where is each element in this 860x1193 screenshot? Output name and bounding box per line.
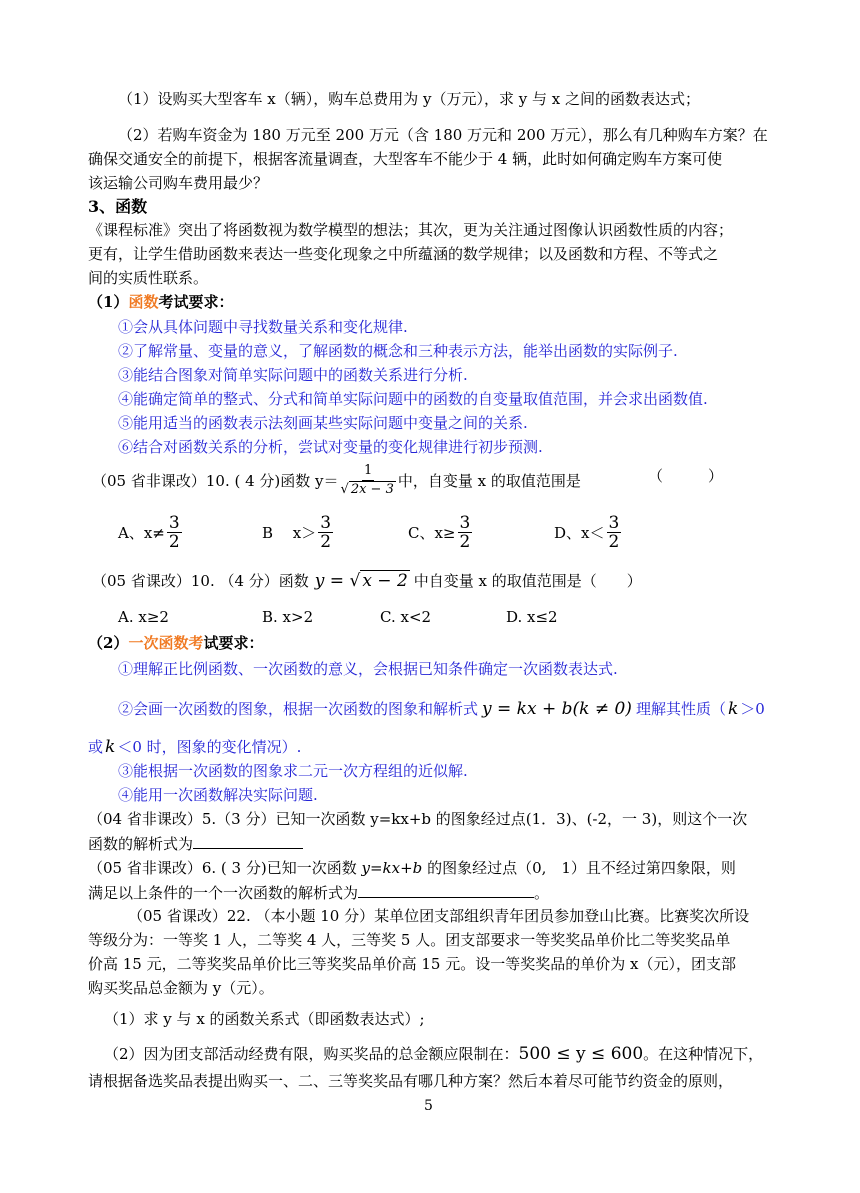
answer-paren: （ ） <box>648 467 724 485</box>
sqrt-icon: √ <box>340 482 349 497</box>
section-paragraph-line2: 更有，让学生借助函数来表达一些变化现象之中所蕴涵的数学规律；以及函数和方程、不等式之 <box>88 245 719 263</box>
option-a: A、x≠ $\frac{3}{2}$ <box>118 513 180 552</box>
requirement-item: ①理解正比例函数、一次函数的意义，会根据已知条件确定一次函数表达式. <box>118 660 618 678</box>
option-b: B x＞ $\frac{3}{2}$ <box>262 513 332 552</box>
sqrt-icon: √ <box>349 571 361 591</box>
option-c: C、x≥ $\frac{3}{2}$ <box>408 513 471 552</box>
fraction: $\frac{1}{√ 2x - 3}$ <box>340 463 394 497</box>
requirement-item: ⑥结合对函数关系的分析，尝试对变量的变化规律进行初步预测. <box>118 438 543 456</box>
requirements-1-heading: （1）函数考试要求： <box>88 293 234 311</box>
formula: y = √ x − 2 <box>314 571 408 591</box>
question-04-line2: 函数的解析式为 <box>88 832 303 855</box>
question-22-line4: 购买奖品总金额为 y（元）。 <box>88 979 274 997</box>
question-04-line1: （04 省非课改）5.（3 分）已知一次函数 y=kx+b 的图象经过点(1．3)、(-2，一 3)，则这个一次 <box>88 810 748 828</box>
option-d: D、x＜ $\frac{3}{2}$ <box>554 513 620 552</box>
requirement-item: ⑤能用适当的函数表示法刻画某些实际问题中变量之间的关系. <box>118 414 528 432</box>
fraction: $\frac{3}{2}$ <box>320 513 332 552</box>
question-22-sub2: （2）因为团支部活动经费有限，购买奖品的总金额应限制在： 500 ≤ y ≤ 600 。在这种情况下， <box>104 1044 764 1064</box>
fraction: $\frac{3}{2}$ <box>168 513 180 552</box>
question-22-sub1: （1）求 y 与 x 的函数关系式（即函数表达式）; <box>104 1010 425 1028</box>
requirement-item: ④能用一次函数解决实际问题. <box>118 786 318 804</box>
requirement-item: ①会从具体问题中寻找数量关系和变化规律. <box>118 318 408 336</box>
option-c: C. x<2 <box>380 608 432 626</box>
section-paragraph-line3: 间的实质性联系。 <box>88 269 209 287</box>
formula: 500 ≤ y ≤ 600 <box>518 1044 644 1064</box>
question-22-sub2-line2: 请根据备选奖品表提出购买一、二、三等奖奖品有哪几种方案？然后本着尽可能节约资金的原则， <box>88 1072 734 1090</box>
question-2-line2: 确保交通安全的前提下，根据客流量调查，大型客车不能少于 4 辆，此时如何确定购车方案可使 <box>88 150 723 168</box>
requirement-item: ②会画一次函数的图象，根据一次函数的图象和解析式 y = kx + b(k ≠ 0) 理解其性质（ k ＞0 <box>118 699 765 719</box>
requirement-item: ④能确定简单的整式、分式和简单实际问题中的函数的自变量取值范围，并会求出函数值. <box>118 390 708 408</box>
question-22-line1: （05 省课改）22. （本小题 10 分）某单位团支部组织青年团员参加登山比赛。比赛奖次所设 <box>128 907 750 925</box>
question-2-line1: （2）若购车资金为 180 万元至 200 万元（含 180 万元和 200 万元），那么有几种购车方案？在 <box>118 126 768 144</box>
option-d: D. x≤2 <box>506 608 558 626</box>
fraction: $\frac{3}{2}$ <box>608 513 620 552</box>
question-22-line2: 等级分为：一等奖 1 人，二等奖 4 人，三等奖 5 人。团支部要求一等奖奖品单价比二等奖奖品单 <box>88 931 731 949</box>
requirement-item: ②了解常量、变量的意义，了解函数的概念和三种表示方法，能举出函数的实际例子. <box>118 342 678 360</box>
question-05c-line2: 满足以上条件的一个一次函数的解析式为 。 <box>88 881 549 904</box>
fraction: $\frac{3}{2}$ <box>459 513 471 552</box>
option-a: A. x≥2 <box>118 608 169 626</box>
highlight-function: 函数 <box>128 293 159 311</box>
section-heading: 3、函数 <box>88 197 148 216</box>
question-22-line3: 价高 15 元，二等奖奖品单价比三等奖奖品单价高 15 元。设一等奖奖品的单价为 x（元），团支部 <box>88 955 736 973</box>
answer-blank <box>358 881 534 898</box>
question-05a-stem: （05 省非课改）10. ( 4 分)函数 y＝ $\frac{1}{√ 2x - 3}$ 中，自变量 x 的取值范围是 <box>92 463 581 497</box>
option-b: B. x>2 <box>262 608 314 626</box>
formula: y = kx + b(k ≠ 0) <box>482 699 632 719</box>
section-paragraph-line1: 《课程标准》突出了将函数视为数学模型的想法；其次，更为关注通过图像认识函数性质的内容； <box>88 221 734 239</box>
question-05c-line1: （05 省非课改）6. ( 3 分)已知一次函数 y=kx+b 的图象经过点（0, 1）且不经过第四象限，则 <box>88 859 736 877</box>
question-1: （1）设购买大型客车 x（辆），购车总费用为 y（万元），求 y 与 x 之间的函数表达式； <box>118 90 701 108</box>
question-2-line3: 该运输公司购车费用最少？ <box>88 174 269 192</box>
highlight-linear-function: 一次函数考 <box>128 634 204 652</box>
page-number: 5 <box>424 1098 433 1114</box>
requirement-item-cont: 或 k ＜0 时，图象的变化情况）. <box>88 737 302 757</box>
question-05b-stem: （05 省课改）10. （4 分）函数 y = √ x − 2 中自变量 x 的取值范围是（ ） <box>92 571 642 591</box>
requirement-item: ③能根据一次函数的图象求二元一次方程组的近似解. <box>118 762 468 780</box>
answer-blank <box>193 832 303 849</box>
requirements-2-heading: （2）一次函数考试要求： <box>88 634 264 652</box>
requirement-item: ③能结合图象对简单实际问题中的函数关系进行分析. <box>118 366 468 384</box>
